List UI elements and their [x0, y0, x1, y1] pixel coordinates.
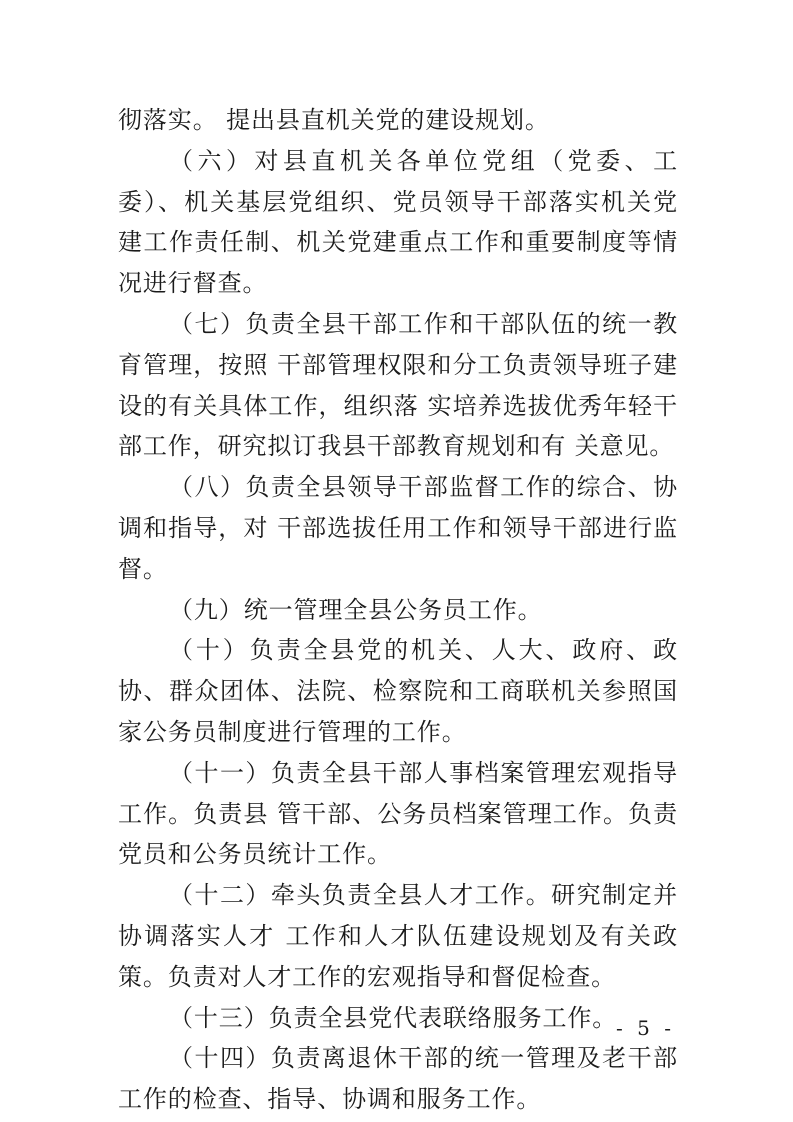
paragraph-item-11: （十一）负责全县干部人事档案管理宏观指导工作。负责县 管干部、公务员档案管理工作。负责党员和公务员统计工作。 — [118, 758, 678, 869]
paragraph-item-12: （十二）牵头负责全县人才工作。研究制定并协调落实人才 工作和人才队伍建设规划及有关政策。负责对人才工作的宏观指导和督促检查。 — [118, 881, 678, 991]
page-number: - 5 - — [616, 1016, 675, 1040]
paragraph-continuation: 彻落实。 提出县直机关党的建设规划。 — [118, 106, 550, 134]
paragraph-item-14: （十四）负责离退休干部的统一管理及老干部工作的检查、指导、协调和服务工作。 — [118, 1044, 678, 1114]
paragraph-item-6: （六）对县直机关各单位党组（党委、工委）、机关基层党组织、党员领导干部落实机关党建工作责任制、机关党建重点工作和重要制度等情况进行督查。 — [118, 146, 678, 298]
paragraph-item-10: （十）负责全县党的机关、人大、政府、政协、群众团体、法院、检察院和工商联机关参照国家公务员制度进行管理的工作。 — [118, 636, 678, 746]
paragraph-item-13: （十三）负责全县党代表联络服务工作。 — [169, 1003, 618, 1032]
paragraph-item-9: （九）统一管理全县公务员工作。 — [169, 595, 543, 624]
document-body — [118, 100, 678, 1120]
paragraph-item-8: （八）负责全县领导干部监督工作的综合、协调和指导，对 干部选拔任用工作和领导干部进行监督。 — [118, 473, 678, 583]
paragraph-item-7: （七）负责全县干部工作和干部队伍的统一教育管理，按照 干部管理权限和分工负责领导班子建设的有关具体工作，组织落 实培养选拔优秀年轻干部工作，研究拟订我县干部教育规划和有 关意见。 — [118, 309, 678, 461]
